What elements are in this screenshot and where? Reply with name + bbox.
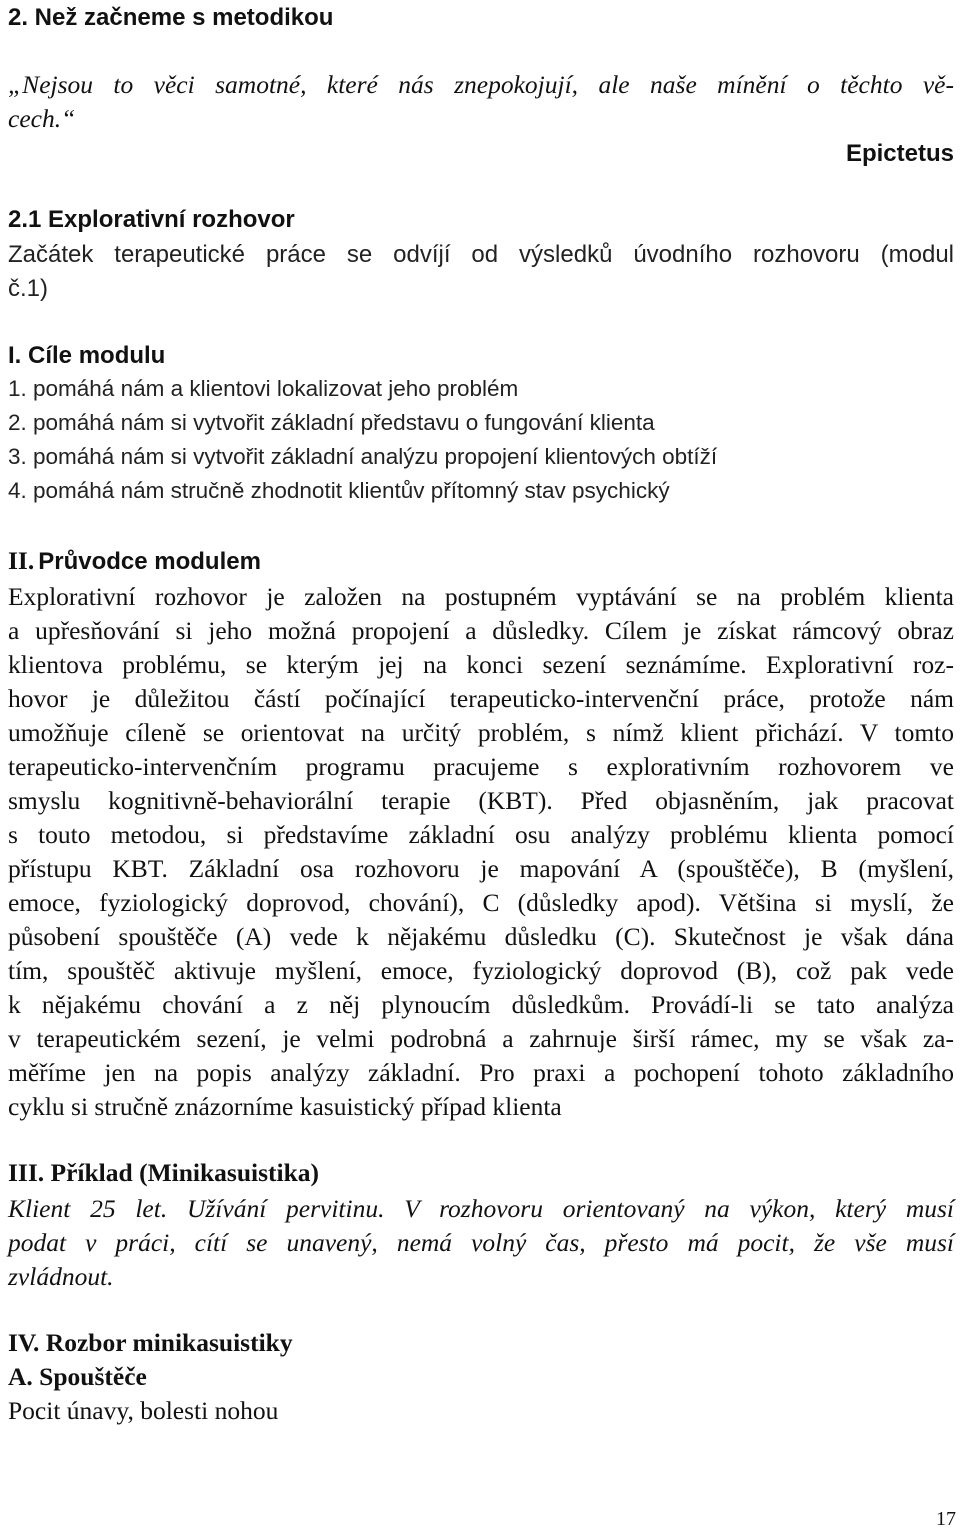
goal-item: 3. pomáhá nám si vytvořit základní analýzu propojení klientových obtíží <box>8 444 718 469</box>
text-line: Začátek terapeutické práce se odvíjí od výsledků úvodního rozhovoru (modul <box>8 241 954 268</box>
text-line: v terapeutickém sezení, je velmi podrobná a zahrnuje širší rámec, my se však za- <box>8 1024 954 1053</box>
text-line: zvládnout. <box>8 1262 114 1291</box>
text-line: Klient 25 let. Užívání pervitinu. V rozhovoru orientovaný na výkon, který musí <box>8 1194 954 1223</box>
goal-item: 2. pomáhá nám si vytvořit základní představu o fungování klienta <box>8 410 655 435</box>
section-intro <box>8 238 954 306</box>
text-line: cyklu si stručně znázorníme kasuistický případ klienta <box>8 1092 562 1121</box>
analysis-subtitle: A. Spouštěče <box>8 1362 147 1391</box>
quote-line: „Nejsou to věci samotné, které nás znepokojují, ale naše mínění o těchto vě- <box>8 70 954 99</box>
guide-title-text: Průvodce modulem <box>38 548 261 575</box>
analysis-text: Pocit únavy, bolesti nohou <box>8 1396 279 1425</box>
analysis-title: IV. Rozbor minikasuistiky <box>8 1328 293 1357</box>
section-title: 2.1 Explorativní rozhovor <box>8 206 295 233</box>
quote-line: cech.“ <box>8 104 76 133</box>
text-line: emoce, fyziologický doprovod, chování), C (důsledky apod). Většina si myslí, že <box>8 888 954 917</box>
text-line: Explorativní rozhovor je založen na postupném vyptávání se na problém klienta <box>8 582 954 611</box>
text-line: tím, spouštěč aktivuje myšlení, emoce, fyziologický doprovod (B), což pak vede <box>8 956 954 985</box>
text-line: umožňuje cíleně se orientovat na určitý problém, s nímž klient přichází. V tomto <box>8 718 954 747</box>
text-line: s touto metodou, si představíme základní osu analýzy problému klienta pomocí <box>8 820 954 849</box>
text-line: terapeuticko-intervenčním programu pracujeme s explorativním rozhovorem ve <box>8 752 954 781</box>
goal-item: 1. pomáhá nám a klientovi lokalizovat jeho problém <box>8 376 519 401</box>
text-line: č.1) <box>8 275 49 302</box>
text-line: hovor je důležitou částí počínající terapeuticko-intervenční práce, protože nám <box>8 684 954 713</box>
guide-title <box>8 546 261 576</box>
text-line: k nějakému chování a z něj plynoucím důsledkům. Provádí-li se tato analýza <box>8 990 954 1019</box>
text-line: klientova problému, se kterým jej na konci sezení seznámíme. Explorativní roz- <box>8 650 954 679</box>
quote-author: Epictetus <box>845 140 954 167</box>
goals-title: I. Cíle modulu <box>8 342 166 369</box>
text-line: působení spouštěče (A) vede k nějakému důsledku (C). Skutečnost je však dána <box>8 922 954 951</box>
quote-text <box>8 68 954 136</box>
text-line: přístupu KBT. Základní osa rozhovoru je mapování A (spouštěče), B (myšlení, <box>8 854 954 883</box>
text-line: a upřesňování si jeho možná propojení a důsledky. Cílem je získat rámcový obraz <box>8 616 954 645</box>
guide-paragraph <box>8 580 954 1124</box>
page-number: 17 <box>936 1508 956 1530</box>
text-line: smyslu kognitivně-behaviorální terapie (KBT). Před objasněním, jak pracovat <box>8 786 954 815</box>
example-title: III. Příklad (Minikasuistika) <box>8 1158 320 1187</box>
goal-item: 4. pomáhá nám stručně zhodnotit klientův přítomný stav psychický <box>8 478 670 503</box>
text-line: podat v práci, cítí se unavený, nemá volný čas, přesto má pocit, že vše musí <box>8 1228 954 1257</box>
example-paragraph <box>8 1192 954 1294</box>
chapter-title: 2. Než začneme s metodikou <box>8 4 334 31</box>
text-line: měříme jen na popis analýzy základní. Pro praxi a pochopení tohoto základního <box>8 1058 954 1087</box>
guide-title-roman: II. <box>8 546 35 575</box>
